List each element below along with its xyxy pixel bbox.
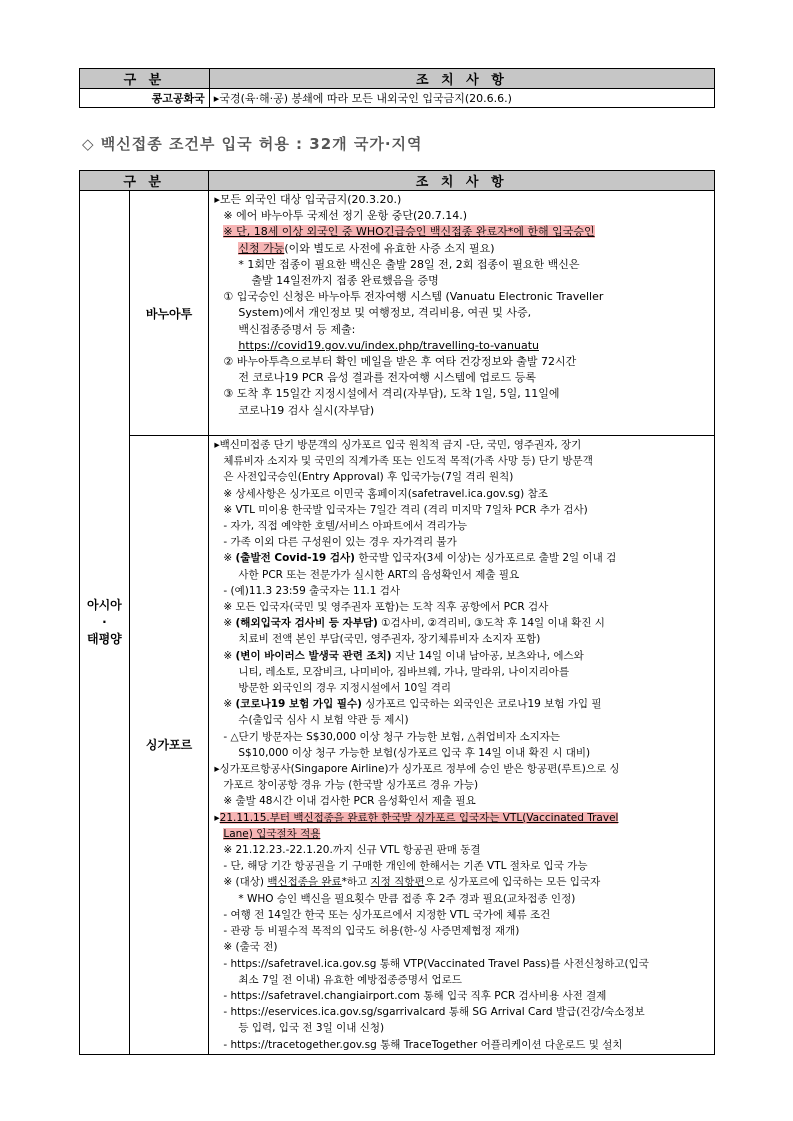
country-congo: 콩고공화국 (80, 89, 210, 108)
congo-table (79, 68, 715, 108)
country-vanuatu: 바누아투 (129, 191, 209, 436)
singapore-content: ▸백신미접종 단기 방문객의 싱가포르 입국 원칙적 금지 -단, 국민, 영주권자, 장기 체류비자 소지자 및 국민의 직계가족 또는 인도적 목적(가족 사망 등) 단기 방문객 은 사전입국승인(Entry Approval) 후 입국가능(7일 격리 원칙) ※ 상세사항은 싱가포르 이민국 홈페이지(safetravel.ica.gov.sg) 참조 ※ VTL 미이용 한국발 입국자는 7일간 격리 (격리 미지막 7일차 PCR 추가 검사) - 자가, 직접 예약한 호텔/서비스 아파트에서 격리가능 - 가족 이외 다른 구성원이 있는 경우 자가격리 불가 ※ (출발전 Covid-19 검사) 한국발 입국자(3세 이상)는 싱가포르로 출발 2일 이내 검 사한 PCR 또는 전문가가 실시한 ART의 음성확인서 제출 필요 - (예)11.3 23:59 출국자는 11.1 검사 ※ 모든 입국자(국민 및 영주권자 포함)는 도착 직후 공항에서 PCR 검사 ※ (해외입국자 검사비 등 자부담) ①검사비, ②격리비, ③도착 후 14일 이내 확진 시 치료비 전액 본인 부담(국민, 영주권자, 장기체류비자 소지자 포함) ※ (변이 바이러스 발생국 관련 조치) 지난 14일 이내 남아공, 보츠와나, 에스와 니티, 레소토, 모잠비크, 나미비아, 짐바브웨, 가나, 말라위, 나이지리아를 방문한 외국인의 경우 지정시설에서 10일 격리 ※ (코로나19 보험 가입 필수) 싱가포르 입국하는 외국인은 코로나19 보험 가입 필 수(출입국 심사 시 보험 약관 등 제시) - △단기 방문자는 S$30,000 이상 청구 가능한 보험, △취업비자 소지자는 S$10,000 이상 청구 가능한 보험(싱가포르 입국 후 14일 이내 확진 시 대비) ▸싱가포르항공사(Singapore Airline)가 싱가포르 정부에 승인 받은 항공편(루트)으로 싱 가포르 창이공항 경유 가능 (한국발 싱가포르 경유 가능) ※ 출발 48시간 이내 검사한 PCR 음성확인서 제출 필요 ▸21.11.15.부터 백신접종을 완료한 한국발 싱가포르 입국자는 VTL(Vaccinated Travel Lane) 입국절차 적용 ※ 21.12.23.-22.1.20.까지 신규 VTL 항공권 판매 동결 - 단, 해당 기간 항공권을 기 구매한 개인에 한해서는 기존 VTL 절차로 입국 가능 ※ (대상) 백신접종을 완료*하고 지정 직항편으로 싱가포르에 입국하는 모든 입국자 * WHO 승인 백신을 필요횟수 만큼 접종 후 2주 경과 필요(교차접종 인정) - 여행 전 14일간 한국 또는 싱가포르에서 지정한 VTL 국가에 체류 조건 - 관광 등 비필수적 목적의 입국도 허용(한-싱 사증면제협정 재개) ※ (출국 전) - https://safetravel.ica.gov.sg 통해 VTP(Vaccinated Travel Pass)를 사전신청하고(입국 최소 7일 전 이내) 유효한 예방접종증명서 업로드 - https://safetravel.changiairport.com 통해 입국 직후 PCR 검사비용 사전 결제 - https://eservices.ica.gov.sg/sgarrivalcard 통해 SG Arrival Card 발급(건강/숙소정보 등 입력, 입국 전 3일 이내 신청) - https://tracetogether.gov.sg 통해 TraceTogether 어플리케이션 다운로드 및 설치 (209, 436, 715, 1055)
country-singapore: 싱가포르 (129, 436, 209, 1055)
section-title: ◇ 백신접종 조건부 입국 허용 : 32개 국가·지역 (82, 135, 423, 153)
header-measures: 조 치 사 항 (209, 171, 715, 191)
congo-content: ▸국경(육·해·공) 봉쇄에 따라 모든 내외국인 입국금지(20.6.6.) (209, 89, 714, 108)
vanuatu-content: ▸모든 외국인 대상 입국금지(20.3.20.) ※ 에어 바누아투 국제선 정기 운항 중단(20.7.14.) ※ 단, 18세 이상 외국인 중 WHO긴급승인 백신접종 완료자*에 한해 입국승인 신청 가능(이와 별도로 사전에 유효한 사증 소지 필요) * 1회만 접종이 필요한 백신은 출발 28일 전, 2회 접종이 필요한 백신은 출발 14일전까지 접종 완료했음을 증명 ① 입국승인 신청은 바누아투 전자여행 시스템 (Vanuatu Electronic Traveller System)에서 개인정보 및 여행정보, 격리비용, 여권 및 사증, 백신접종증명서 등 제출: https://covid19.gov.vu/index.php/travelling-to-vanuatu ② 바누아투측으로부터 확인 메일을 받은 후 여타 건강정보와 출발 72시간 전 코로나19 PCR 음성 결과를 전자여행 시스템에 업로드 등록 ③ 도착 후 15일간 지정시설에서 격리(자부담), 도착 1일, 5일, 11일에 코로나19 검사 실시(자부담) (209, 191, 715, 436)
vaccine-entry-table (79, 170, 715, 1055)
header-category: 구 분 (80, 69, 210, 89)
vanuatu-link[interactable]: https://covid19.gov.vu/index.php/travelling-to-vanuatu (238, 338, 539, 352)
header-measures: 조 치 사 항 (209, 69, 714, 89)
header-category: 구 분 (80, 171, 209, 191)
region-asia-pacific: 아시아 · 태평양 (80, 191, 130, 1055)
